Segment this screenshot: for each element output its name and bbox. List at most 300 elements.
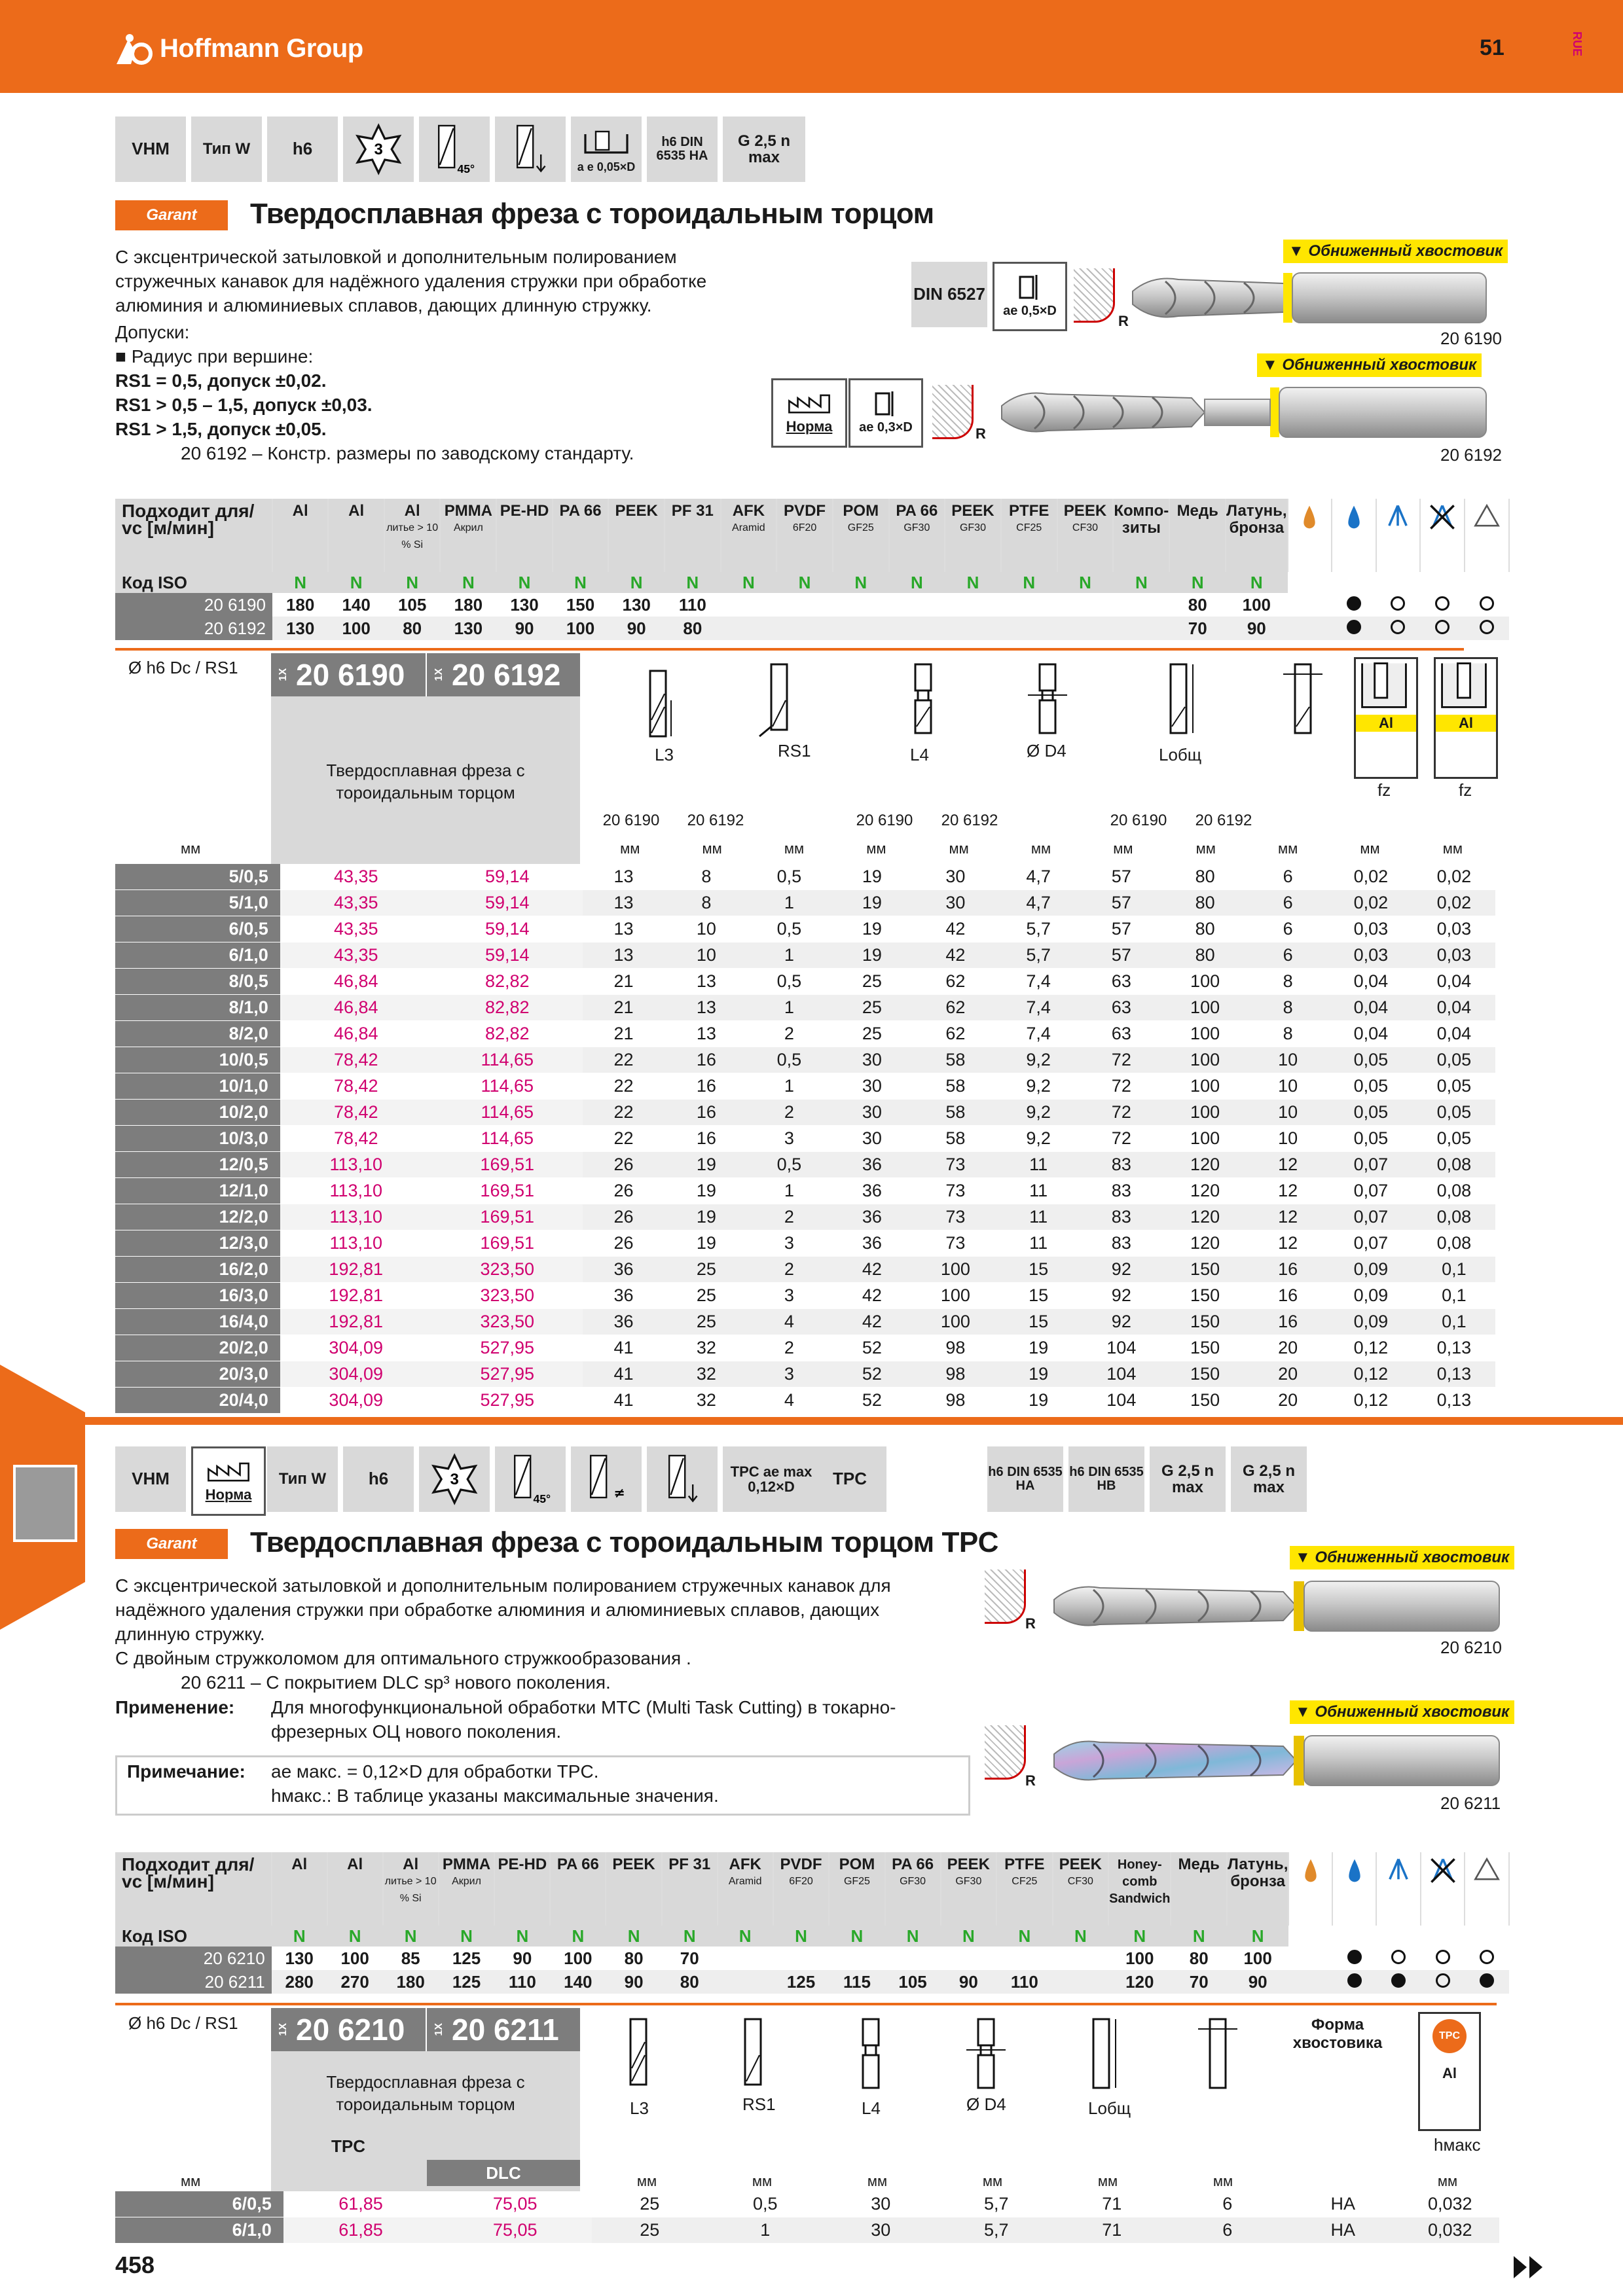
table-cell: 0,05: [1329, 1126, 1413, 1152]
dimension-table-1: [115, 864, 1495, 1414]
table-cell: 0,1: [1413, 1283, 1495, 1309]
spec-vhm: VHM: [115, 117, 186, 182]
table-cell: 0,13: [1413, 1335, 1495, 1361]
section-divider: [0, 1417, 1623, 1425]
l4-label-2: L4: [862, 2098, 881, 2118]
table-cell: 8: [1247, 969, 1328, 995]
table-cell: 192,81: [280, 1283, 432, 1309]
table-cell: 25: [830, 969, 913, 995]
table-cell: 19: [665, 1178, 748, 1204]
table-cell: 16: [665, 1126, 748, 1152]
table-cell: 59,14: [432, 864, 583, 890]
table-cell: 36: [583, 1309, 665, 1335]
tpc-ae-box: TPC ae max 0,12×D: [723, 1446, 820, 1512]
row-key: 12/0,5: [115, 1152, 280, 1178]
row-key: 16/4,0: [115, 1309, 280, 1335]
table-cell: 22: [583, 1126, 665, 1152]
table-cell: 43,35: [280, 942, 432, 969]
row-key: 16/2,0: [115, 1257, 280, 1283]
dim-product-name-2: Твердосплавная фреза с тороидальным торцом: [326, 2072, 525, 2114]
table-cell: 78,42: [280, 1126, 432, 1152]
din-6535hb: h6 DIN 6535 HB: [1068, 1446, 1144, 1512]
hmax-label: hмакс: [1434, 2135, 1481, 2155]
ltot-icon: [1152, 661, 1205, 740]
table-cell: 2: [748, 1100, 831, 1126]
row-key: 10/2,0: [115, 1100, 280, 1126]
dim-subheader-1: 20 6190 20 6192 20 6190 20 6192 20 6190 20 6192: [602, 812, 1252, 829]
table-cell: 0,05: [1413, 1073, 1495, 1100]
d4-icon: [1021, 661, 1074, 740]
table-cell: 19: [997, 1388, 1080, 1414]
table-row: [115, 1388, 1495, 1414]
table-cell: 10: [665, 916, 748, 942]
table-cell: 52: [830, 1388, 913, 1414]
ae-third-icon: ae 0,3×D: [848, 378, 923, 448]
table-cell: 42: [914, 942, 998, 969]
language-code: RUE: [1571, 31, 1584, 57]
table-cell: 82,82: [432, 1021, 583, 1047]
table-cell: 7,4: [997, 1021, 1080, 1047]
row-key: 12/2,0: [115, 1204, 280, 1230]
table-cell: 192,81: [280, 1309, 432, 1335]
table-cell: 12: [1247, 1178, 1328, 1204]
row-key: 16/3,0: [115, 1283, 280, 1309]
plunge-icon: [495, 117, 566, 182]
row-key: 6/1,0: [115, 2217, 283, 2244]
table-row: [115, 1309, 1495, 1335]
unit-row-1: мм мм мм мм мм мм мм мм мм мм мм: [620, 840, 1463, 857]
table-cell: 83: [1080, 1204, 1163, 1230]
table-cell: 0,08: [1413, 1230, 1495, 1257]
radius-icon: [1074, 268, 1115, 323]
table-cell: 9,2: [997, 1126, 1080, 1152]
table-cell: 3: [748, 1126, 831, 1152]
table-cell: 0,02: [1413, 864, 1495, 890]
table-cell: 113,10: [280, 1152, 432, 1178]
table-cell: 30: [914, 890, 998, 916]
table-cell: 527,95: [432, 1388, 583, 1414]
tool-image-206190: [1126, 265, 1493, 331]
table-cell: 43,35: [280, 916, 432, 942]
table-cell: 169,51: [432, 1152, 583, 1178]
table-cell: 100: [1163, 1100, 1247, 1126]
table-cell: 59,14: [432, 942, 583, 969]
table-cell: 19: [830, 890, 913, 916]
table-cell: 0,12: [1329, 1335, 1413, 1361]
table-cell: 1: [748, 890, 831, 916]
table-row: [115, 1361, 1495, 1388]
tpc-box: TPC: [813, 1446, 886, 1512]
code-header-206211: 1X 20 6211: [427, 2008, 580, 2051]
coolant-mist-icon: [1376, 499, 1421, 572]
table-cell: 46,84: [280, 969, 432, 995]
l3-label-2: L3: [630, 2098, 649, 2118]
table-row: [115, 1100, 1495, 1126]
radius-label-4: R: [1025, 1772, 1036, 1789]
ae-half-icon: ae 0,5×D: [993, 262, 1067, 331]
table-cell: 21: [583, 969, 665, 995]
table-cell: 13: [583, 942, 665, 969]
table-cell: 9,2: [997, 1047, 1080, 1073]
table-cell: 323,50: [432, 1257, 583, 1283]
coolant-none-icon: [1420, 499, 1465, 572]
table-cell: 2: [748, 1257, 831, 1283]
table-cell: 30: [823, 2217, 939, 2244]
table-cell: 57: [1080, 916, 1163, 942]
svg-text:≠: ≠: [613, 1485, 625, 1501]
reduced-shank-label-3: ▼ Обниженный хвостовик: [1290, 1546, 1514, 1570]
mat-col: Al: [272, 499, 329, 572]
d4-label: Ø D4: [1027, 741, 1067, 761]
table-cell: 150: [1163, 1361, 1247, 1388]
table-row: [115, 1126, 1495, 1152]
shank-d-icon-2: [1192, 2016, 1244, 2094]
table-cell: 41: [583, 1388, 665, 1414]
table-cell: 92: [1080, 1309, 1163, 1335]
table-cell: 0,1: [1413, 1257, 1495, 1283]
mat-col: PEEK GF30: [945, 499, 1001, 572]
dim-table-2-topline: [115, 2003, 1497, 2005]
table-cell: 92: [1080, 1283, 1163, 1309]
table-cell: 4,7: [997, 864, 1080, 890]
table-cell: 5,7: [997, 916, 1080, 942]
table-cell: 0,1: [1413, 1309, 1495, 1335]
table-cell: 92: [1080, 1257, 1163, 1283]
table-cell: 0,08: [1413, 1204, 1495, 1230]
table-cell: 19: [830, 942, 913, 969]
table-cell: 46,84: [280, 1021, 432, 1047]
table-cell: 19: [997, 1361, 1080, 1388]
table-cell: 58: [914, 1100, 998, 1126]
table-cell: 25: [830, 1021, 913, 1047]
table-row: [115, 1178, 1495, 1204]
dim-head-2: Ø h6 Dc / RS1: [128, 2013, 238, 2033]
dim-product-name-1: Твердосплавная фреза с тороидальным торцом: [326, 761, 525, 802]
shank-d-icon: [1277, 661, 1329, 740]
rs1-icon-2: [727, 2016, 779, 2094]
l4-icon: [897, 661, 949, 740]
table-cell: 0,05: [1413, 1047, 1495, 1073]
table-cell: 100: [1163, 1073, 1247, 1100]
table-cell: 15: [997, 1309, 1080, 1335]
table-cell: 59,14: [432, 916, 583, 942]
reduced-shank-label-1: ▼ Обниженный хвостовик: [1283, 240, 1508, 263]
next-page-arrows-icon[interactable]: [1512, 2255, 1546, 2280]
plunge-icon-2: [647, 1446, 718, 1512]
table-cell: 150: [1163, 1257, 1247, 1283]
table-cell: 0,04: [1329, 969, 1413, 995]
table-cell: 62: [914, 969, 998, 995]
table-cell: 0,07: [1329, 1230, 1413, 1257]
spec-type-2: Тип W: [267, 1446, 338, 1512]
table-cell: 21: [583, 1021, 665, 1047]
mat-col: PF 31: [665, 499, 720, 572]
mat-col: Компо- зиты: [1113, 499, 1169, 572]
table-cell: 114,65: [432, 1126, 583, 1152]
table-cell: 41: [583, 1335, 665, 1361]
table-cell: 30: [823, 2191, 939, 2217]
table-cell: 8: [1247, 1021, 1328, 1047]
table-cell: 0,03: [1329, 916, 1413, 942]
table-cell: 0,07: [1329, 1204, 1413, 1230]
page-number: 51: [1480, 35, 1504, 60]
row-key: 6/1,0: [115, 942, 280, 969]
fz-box-1: Al: [1354, 657, 1418, 779]
side-tab-thumbnail: [13, 1465, 77, 1542]
table-cell: 113,10: [280, 1204, 432, 1230]
table-cell: 6: [1247, 942, 1328, 969]
reduced-shank-label-2: ▼ Обниженный хвостовик: [1257, 353, 1482, 377]
table-cell: 30: [830, 1047, 913, 1073]
tool-image-206210: [1048, 1573, 1506, 1639]
radius-label-2: R: [976, 425, 986, 442]
table-cell: 6: [1170, 2217, 1286, 2244]
row-key: 5/1,0: [115, 890, 280, 916]
table-cell: 25: [592, 2217, 708, 2244]
table-cell: 2: [748, 1335, 831, 1361]
air-blast-icon-2: [1465, 1852, 1509, 1926]
din-6527: DIN 6527: [911, 262, 987, 327]
table-cell: 0,05: [1413, 1126, 1495, 1152]
row-key: 8/0,5: [115, 969, 280, 995]
table-row: [115, 1283, 1495, 1309]
coolant-dot: [1435, 620, 1450, 634]
table-cell: 8: [665, 864, 748, 890]
table-cell: 19: [830, 916, 913, 942]
code-header-206190: 1X 20 6190: [271, 653, 426, 696]
tolerance-icon: [571, 1446, 642, 1512]
table-cell: 13: [583, 890, 665, 916]
table-cell: 63: [1080, 995, 1163, 1021]
table-cell: 3: [748, 1361, 831, 1388]
table-cell: 30: [914, 864, 998, 890]
table-cell: 5,7: [939, 2217, 1055, 2244]
table-cell: 120: [1163, 1230, 1247, 1257]
garant-badge: Garant: [115, 200, 228, 230]
table-cell: 304,09: [280, 1388, 432, 1414]
l3-icon: [638, 668, 678, 740]
table-cell: 16: [665, 1047, 748, 1073]
table-cell: 15: [997, 1257, 1080, 1283]
row-key: 5/0,5: [115, 864, 280, 890]
table-cell: 7,4: [997, 969, 1080, 995]
table-cell: 19: [830, 864, 913, 890]
mat-col: PEEK: [608, 499, 665, 572]
material-table-2: Подходит для/ vc [м/мин] Al Al Al литье > 10 % Si PMMA Акрил PE-HD PA 66 PEEK PF 31 AFK Aramid PVDF 6F20 POM GF25 PA 66 GF30 PEEK GF30 PTFE CF25 PEEK CF30 Honey- comb Sandwich Медь Латунь, бронза Код ISO N N N N N N N N N N N N N N N N N N 20 6210 130 100 85 125 90 100 80 70 100 80 100 20 6211 280 270 180 125 110 140 90 80 125 115 105 90 110 120 70 90: [115, 1852, 1510, 1994]
coolant-mist-icon-2: [1376, 1852, 1420, 1926]
mat-col: AFK Aramid: [721, 499, 777, 572]
table-cell: 169,51: [432, 1230, 583, 1257]
table-cell: 63: [1080, 1021, 1163, 1047]
table-cell: 0,08: [1413, 1152, 1495, 1178]
table-cell: 32: [665, 1388, 748, 1414]
tool-image-206192: [995, 380, 1493, 445]
table-cell: 5,7: [997, 942, 1080, 969]
table-cell: 25: [830, 995, 913, 1021]
table-cell: 16: [665, 1073, 748, 1100]
row-key: 20/2,0: [115, 1335, 280, 1361]
table-cell: 0,05: [1413, 1100, 1495, 1126]
table-cell: 52: [830, 1361, 913, 1388]
table-cell: 26: [583, 1230, 665, 1257]
table-cell: 11: [997, 1230, 1080, 1257]
table-row: [115, 969, 1495, 995]
row-key: 12/3,0: [115, 1230, 280, 1257]
table-cell: 527,95: [432, 1335, 583, 1361]
table-cell: 78,42: [280, 1100, 432, 1126]
table-cell: 0,09: [1329, 1309, 1413, 1335]
table-cell: 58: [914, 1047, 998, 1073]
table-cell: 150: [1163, 1283, 1247, 1309]
material-table-1: Подходит для/ vc [м/мин] Al Al Al литье > 10 % Si PMMA Акрил PE-HD PA 66 PEEK PF 31 AFK Aramid PVDF 6F20 POM GF25 PA 66 GF30 PEEK GF30 PTFE CF25 PEEK CF30 Компо- зиты Медь Латунь, бронза Код ISO N N N N N N N N N N N N N N N N N N 20 6190 180 140 105 180 130 150 130 110 80 100 20 6192 130 100 80 130 90 100 90 80 70 90: [115, 499, 1510, 640]
radius-icon-3: [985, 1570, 1026, 1624]
svg-text:3: 3: [450, 1471, 459, 1488]
table-cell: 22: [583, 1100, 665, 1126]
ltot-label-2: Lобщ: [1088, 2098, 1131, 2118]
table-row: [115, 995, 1495, 1021]
table-cell: 8: [1247, 995, 1328, 1021]
table-cell: 100: [1163, 995, 1247, 1021]
unit-label-2: мм: [181, 2173, 201, 2189]
table-cell: 100: [1163, 1126, 1247, 1152]
table-cell: 0,13: [1413, 1388, 1495, 1414]
table-cell: 0,09: [1329, 1257, 1413, 1283]
table-cell: 8: [665, 890, 748, 916]
code-label-206211: 20 6211: [1440, 1793, 1501, 1813]
fz-label-1: fz: [1377, 780, 1391, 800]
helix-angle-icon: [419, 117, 490, 182]
coolant-dry-icon-2: [1288, 1852, 1332, 1926]
table-cell: 100: [1163, 969, 1247, 995]
unit-row-2: мм мм мм мм мм мм мм: [636, 2173, 1458, 2189]
table-cell: 36: [583, 1257, 665, 1283]
row-key: 20/4,0: [115, 1388, 280, 1414]
coolant-dot: [1480, 620, 1494, 634]
spec-vhm-2: VHM: [115, 1446, 186, 1512]
table-cell: 11: [997, 1178, 1080, 1204]
table-cell: 80: [1163, 916, 1247, 942]
table-cell: 0,05: [1329, 1047, 1413, 1073]
coolant-dot: [1347, 596, 1361, 611]
table-row: [115, 864, 1495, 890]
row-key: 8/1,0: [115, 995, 280, 1021]
table-cell: 6: [1247, 864, 1328, 890]
dimension-table-2: [115, 2191, 1499, 2244]
table-cell: 0,05: [1329, 1073, 1413, 1100]
table-cell: 0,032: [1401, 2191, 1499, 2217]
table-cell: 36: [830, 1152, 913, 1178]
table-cell: 58: [914, 1126, 998, 1152]
table-cell: 1: [748, 942, 831, 969]
table-cell: 100: [914, 1257, 998, 1283]
table-cell: 150: [1163, 1335, 1247, 1361]
table-cell: 5,7: [939, 2191, 1055, 2217]
mat-col: Латунь, бронза: [1226, 499, 1287, 572]
dim-head-1: Ø h6 Dc / RS1: [128, 658, 238, 677]
table-cell: 4: [748, 1309, 831, 1335]
din-6535ha: h6 DIN 6535 HA: [647, 117, 718, 182]
table-cell: 32: [665, 1335, 748, 1361]
svg-text:45°: 45°: [533, 1492, 551, 1505]
table-cell: 16: [1247, 1257, 1328, 1283]
svg-text:45°: 45°: [457, 162, 475, 175]
mat-col: PEEK CF30: [1057, 499, 1114, 572]
table-cell: 104: [1080, 1388, 1163, 1414]
hmax-box: TPC Al: [1418, 2012, 1481, 2131]
table-cell: 323,50: [432, 1309, 583, 1335]
table-cell: 36: [830, 1204, 913, 1230]
table-cell: 73: [914, 1152, 998, 1178]
row-key: 6/0,5: [115, 2191, 283, 2217]
mat-head: Подходит для/ vc [м/мин]: [115, 499, 272, 572]
code-label-206192: 20 6192: [1440, 445, 1502, 465]
table-cell: 1: [748, 1073, 831, 1100]
table-cell: 0,03: [1413, 916, 1495, 942]
table-cell: 43,35: [280, 890, 432, 916]
table-cell: 114,65: [432, 1047, 583, 1073]
radius-label-3: R: [1025, 1615, 1036, 1632]
table-cell: 304,09: [280, 1361, 432, 1388]
code-label-206190: 20 6190: [1440, 329, 1502, 348]
note-label: Примечание:: [127, 1761, 246, 1782]
table-cell: 113,10: [280, 1178, 432, 1204]
table-cell: 72: [1080, 1100, 1163, 1126]
table-cell: 16: [1247, 1283, 1328, 1309]
table-cell: 71: [1054, 2191, 1170, 2217]
table-cell: 6: [1170, 2191, 1286, 2217]
table-cell: 30: [830, 1073, 913, 1100]
table-cell: 13: [665, 1021, 748, 1047]
table-cell: 323,50: [432, 1283, 583, 1309]
tpc-badge-icon: TPC: [1432, 2019, 1467, 2053]
table-cell: 0,03: [1329, 942, 1413, 969]
mat-row-206190: 20 6190 180 140 105 180 130 150 130 110 80 100: [115, 593, 1509, 617]
rs1-label: RS1: [778, 741, 811, 761]
coolant-dry-icon: [1288, 499, 1332, 572]
spec-h6-2: h6: [343, 1446, 414, 1512]
mat-row-206211: 20 6211 280 270 180 125 110 140 90 80 125 115 105 90 110 120 70 90: [115, 1970, 1509, 1994]
table-cell: 0,5: [748, 864, 831, 890]
table-cell: 82,82: [432, 995, 583, 1021]
fz-label-2: fz: [1459, 780, 1472, 800]
row-key: 10/1,0: [115, 1073, 280, 1100]
table-cell: 0,09: [1329, 1283, 1413, 1309]
norma-icon-2: Норма: [191, 1446, 266, 1516]
table-cell: 80: [1163, 890, 1247, 916]
table-cell: 71: [1054, 2217, 1170, 2244]
spec-h6: h6: [267, 117, 338, 182]
table-cell: 73: [914, 1230, 998, 1257]
table-cell: 25: [665, 1283, 748, 1309]
hoffmann-logo-icon: [115, 33, 155, 65]
table-cell: 0,04: [1329, 995, 1413, 1021]
table-cell: 42: [830, 1283, 913, 1309]
ltot-label: Lобщ: [1159, 745, 1202, 764]
table-cell: 3: [748, 1230, 831, 1257]
balance-grade-2b: G 2,5 n max: [1231, 1446, 1307, 1512]
table-cell: 63: [1080, 969, 1163, 995]
table-cell: 11: [997, 1152, 1080, 1178]
table-row: [115, 2191, 1499, 2217]
table-cell: 32: [665, 1361, 748, 1388]
row-key: 10/0,5: [115, 1047, 280, 1073]
balance-grade-2a: G 2,5 n max: [1150, 1446, 1226, 1512]
table-cell: 16: [1247, 1309, 1328, 1335]
helix-angle-icon-2: [495, 1446, 566, 1512]
table-cell: 100: [1163, 1047, 1247, 1073]
table-cell: 113,10: [280, 1230, 432, 1257]
table-cell: 42: [830, 1257, 913, 1283]
